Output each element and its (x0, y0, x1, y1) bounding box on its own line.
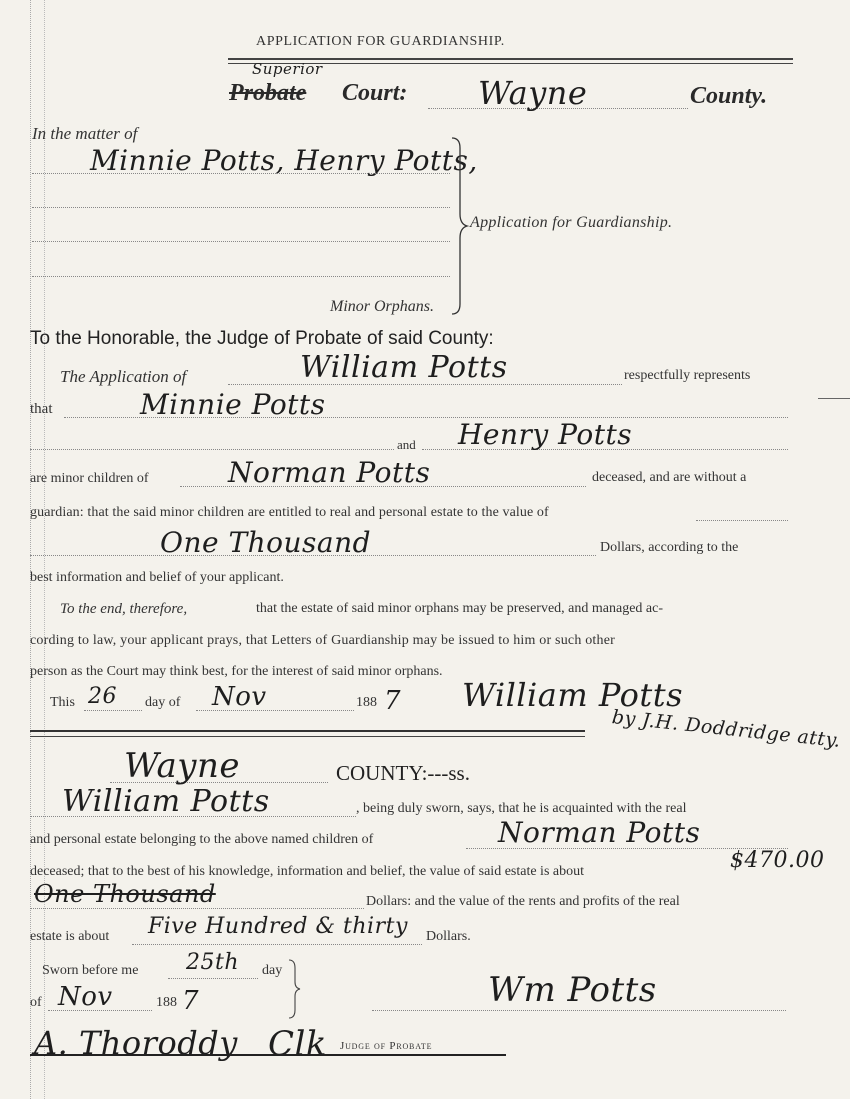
that-label: that (30, 401, 53, 417)
and-label: and (397, 437, 416, 452)
matter-line (32, 207, 450, 208)
deceased-line: deceased; that to the best of his knowledge, information and belief, the value of said estate is about (30, 864, 584, 879)
struck-value: One Thousand (34, 880, 216, 908)
dollars-rents: Dollars: and the value of the rents and profits of the real (366, 894, 680, 909)
year-value: 7 (384, 686, 402, 716)
court-label: Court: (342, 80, 408, 106)
form-title: APPLICATION FOR GUARDIANSHIP. (256, 34, 505, 49)
affiant-name: William Potts (62, 784, 270, 819)
sworn-year: 7 (182, 986, 200, 1016)
dollars-end: Dollars. (426, 929, 471, 944)
application-of-label: The Application of (60, 367, 187, 386)
rents-value: Five Hundred & thirty (148, 914, 408, 939)
month-value: Nov (212, 682, 267, 712)
sworn-day-label: day (262, 963, 283, 978)
judge-signature: A. Thoroddy (34, 1024, 238, 1062)
sworn-of: of (30, 995, 42, 1010)
applicant-signature: William Potts (462, 676, 683, 714)
end-line3: person as the Court may think best, for the interest of said minor orphans. (30, 664, 443, 679)
to-the-end: To the end, therefore, (60, 601, 188, 617)
county-name: Wayne (478, 74, 588, 112)
minor1-name: Minnie Potts (140, 388, 326, 421)
value-line-end (696, 520, 788, 521)
matter-line (32, 276, 450, 277)
sworn-year-prefix: 188 (156, 995, 177, 1010)
and-line (30, 449, 394, 450)
minor-orphans-label: Minor Orphans. (330, 298, 435, 315)
rents-line (132, 944, 422, 945)
end-line2: cording to law, your applicant prays, that Letters of Guardianship may be issued to him or such other (30, 633, 615, 648)
day-line (84, 710, 142, 711)
judge-label: Judge of Probate (340, 1040, 433, 1052)
this-label: This (50, 695, 75, 710)
estate-value: One Thousand (160, 526, 372, 559)
day-of-label: day of (145, 695, 181, 710)
sworn-before: Sworn before me (42, 963, 139, 978)
affidavit-county: Wayne (124, 746, 240, 786)
dollars-according: Dollars, according to the (600, 540, 739, 555)
edge-mark (818, 398, 850, 399)
respectfully-text: respectfully represents (624, 368, 751, 383)
probate-struck: Probate (229, 80, 307, 106)
estate-amount: $470.00 (730, 848, 825, 873)
section-divider (30, 730, 585, 732)
sworn-month: Nov (58, 982, 113, 1012)
estate-line: and personal estate belonging to the above named children of (30, 832, 374, 847)
deceased-text: deceased, and are without a (592, 470, 747, 485)
judge-rule (30, 1054, 506, 1056)
end-line1: that the estate of said minor orphans may be preserved, and managed ac- (256, 601, 664, 616)
affidavit-deceased: Norman Potts (498, 816, 701, 849)
county-label: County. (690, 83, 768, 109)
struck-line (30, 908, 364, 909)
clerk-mark: Clk (268, 1024, 327, 1064)
day-value: 26 (88, 684, 117, 709)
superior-insert: Superior (252, 60, 323, 78)
minor-children-of-label: are minor children of (30, 471, 149, 486)
sworn-text: , being duly sworn, says, that he is acquainted with the real (356, 801, 687, 816)
address-heading: To the Honorable, the Judge of Probate of said County: (30, 328, 494, 349)
affiant-signature: Wm Potts (488, 970, 657, 1010)
matter-intro: In the matter of (32, 124, 138, 143)
section-divider (30, 736, 585, 737)
sworn-bracket (286, 958, 302, 1020)
minor2-name: Henry Potts (458, 418, 633, 451)
guardian-line: guardian: that the said minor children are entitled to real and personal estate to the value of (30, 505, 549, 520)
applicant-name: William Potts (300, 350, 508, 385)
deceased-name: Norman Potts (228, 456, 431, 489)
county-ss: COUNTY:---ss. (336, 761, 470, 785)
estate-about: estate is about (30, 929, 110, 944)
matter-bracket (448, 136, 470, 318)
matter-line (32, 173, 450, 174)
bracket-label: Application for Guardianship. (470, 214, 673, 231)
affiant-signature-line (372, 1010, 786, 1011)
best-info: best information and belief of your applicant. (30, 570, 284, 585)
matter-line (32, 241, 450, 242)
attorney-signature: by J.H. Doddridge atty. (610, 706, 842, 752)
minor-names: Minnie Potts, Henry Potts, (90, 144, 478, 177)
sworn-day-line (168, 978, 258, 979)
sworn-day: 25th (186, 950, 240, 975)
year-prefix: 188 (356, 695, 377, 710)
